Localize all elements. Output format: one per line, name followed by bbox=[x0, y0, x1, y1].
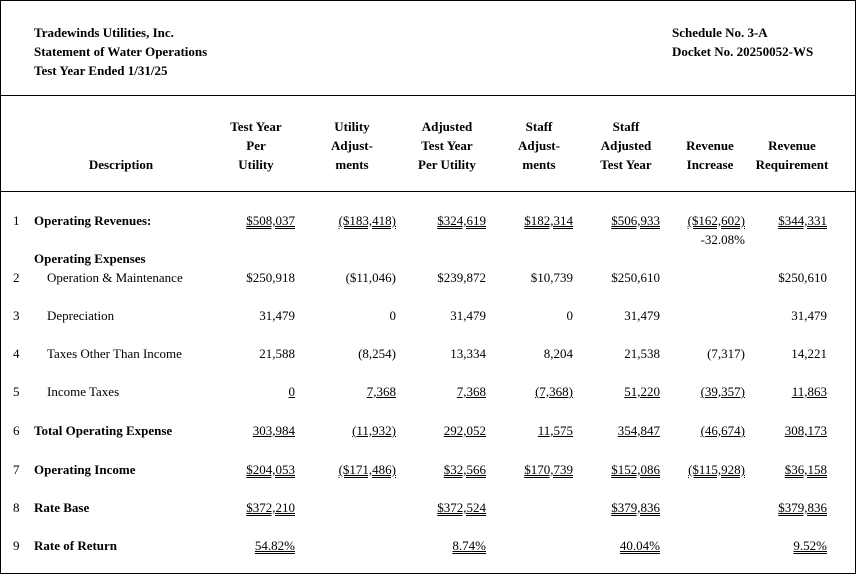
cell-revenue-increase: (46,674) bbox=[700, 423, 745, 438]
cell-revenue-increase: ($115,928) bbox=[688, 462, 745, 477]
statement-title: Statement of Water Operations bbox=[34, 44, 208, 59]
cell-revenue-increase: (39,357) bbox=[700, 384, 745, 399]
cell-staff-adjustments: $10,739 bbox=[530, 270, 573, 285]
cell-utility-adjustments: ($171,486) bbox=[338, 462, 396, 477]
cell-revenue-requirement: $36,158 bbox=[784, 462, 827, 477]
cell-utility-adjustments: ($11,046) bbox=[345, 270, 396, 285]
cell-test-year: 303,984 bbox=[252, 423, 295, 438]
row-number: 4 bbox=[13, 346, 20, 361]
col-header-adjusted-test-year: Adjusted Test Year Per Utility bbox=[418, 119, 476, 172]
cell-revenue-requirement: 308,173 bbox=[784, 423, 827, 438]
row-label: Total Operating Expense bbox=[34, 423, 173, 438]
cell-revenue-requirement: 14,221 bbox=[791, 346, 827, 361]
section-label-operating-expenses: Operating Expenses bbox=[34, 251, 146, 266]
col-header-test-year: Test Year Per Utility bbox=[230, 119, 282, 172]
cell-revenue-requirement: 31,479 bbox=[791, 308, 827, 323]
cell-staff-adjusted: 354,847 bbox=[617, 423, 660, 438]
cell-revenue-requirement: $250,610 bbox=[778, 270, 827, 285]
cell-staff-adjustments: 0 bbox=[566, 308, 573, 323]
column-header-rule bbox=[1, 191, 856, 192]
cell-test-year: 54.82% bbox=[254, 538, 295, 553]
cell-revenue-requirement: 11,863 bbox=[791, 384, 827, 399]
row-number: 5 bbox=[13, 384, 20, 399]
col-header-utility-adjustments: Utility Adjust- ments bbox=[331, 119, 373, 172]
schedule-number: Schedule No. 3-A bbox=[672, 25, 768, 40]
company-name: Tradewinds Utilities, Inc. bbox=[34, 25, 174, 40]
cell-staff-adjusted: $152,086 bbox=[611, 462, 660, 477]
cell-test-year: 0 bbox=[288, 384, 295, 399]
cell-utility-adjustments: 7,368 bbox=[366, 384, 396, 399]
cell-test-year: $250,918 bbox=[246, 270, 295, 285]
cell-staff-adjustments: (7,368) bbox=[535, 384, 573, 399]
row-label: Taxes Other Than Income bbox=[47, 346, 182, 361]
cell-staff-adjusted: 51,220 bbox=[624, 384, 660, 399]
row-number: 6 bbox=[13, 423, 20, 438]
cell-adjusted-test-year: $324,619 bbox=[437, 213, 486, 228]
row-number: 2 bbox=[13, 270, 20, 285]
cell-test-year: 21,588 bbox=[259, 346, 295, 361]
docket-number: Docket No. 20250052-WS bbox=[672, 44, 814, 59]
cell-utility-adjustments: ($183,418) bbox=[338, 213, 396, 228]
row-label: Income Taxes bbox=[47, 384, 120, 399]
cell-staff-adjustments: $182,314 bbox=[524, 213, 573, 228]
header-rule bbox=[1, 95, 856, 96]
row-number: 1 bbox=[13, 213, 20, 228]
revenue-increase-percent: -32.08% bbox=[700, 232, 745, 247]
col-header-description: Description bbox=[88, 157, 154, 172]
col-header-staff-adjusted: Staff Adjusted Test Year bbox=[600, 119, 652, 172]
cell-test-year: $204,053 bbox=[246, 462, 295, 477]
cell-adjusted-test-year: $239,872 bbox=[437, 270, 486, 285]
cell-adjusted-test-year: 8.74% bbox=[452, 538, 486, 553]
row-label: Depreciation bbox=[47, 308, 115, 323]
row-number: 9 bbox=[13, 538, 20, 553]
cell-utility-adjustments: 0 bbox=[389, 308, 396, 323]
cell-adjusted-test-year: $32,566 bbox=[443, 462, 486, 477]
row-label: Rate Base bbox=[34, 500, 90, 515]
cell-test-year: $372,210 bbox=[246, 500, 295, 515]
cell-revenue-requirement: $344,331 bbox=[778, 213, 827, 228]
cell-staff-adjusted: 21,538 bbox=[624, 346, 660, 361]
cell-revenue-increase: ($162,602) bbox=[687, 213, 745, 228]
cell-staff-adjusted: $250,610 bbox=[611, 270, 660, 285]
cell-test-year: $508,037 bbox=[246, 213, 295, 228]
cell-staff-adjustments: $170,739 bbox=[524, 462, 573, 477]
cell-adjusted-test-year: 7,368 bbox=[456, 384, 486, 399]
cell-staff-adjustments: 8,204 bbox=[543, 346, 573, 361]
row-number: 3 bbox=[13, 308, 20, 323]
row-label: Operation & Maintenance bbox=[47, 270, 183, 285]
col-header-revenue-increase: Revenue Increase bbox=[686, 138, 734, 172]
cell-adjusted-test-year: $372,524 bbox=[437, 500, 486, 515]
col-header-revenue-requirement: Revenue Requirement bbox=[755, 138, 829, 172]
cell-staff-adjusted: 40.04% bbox=[619, 538, 660, 553]
row-label: Operating Income bbox=[34, 462, 136, 477]
cell-staff-adjusted: $506,933 bbox=[611, 213, 660, 228]
cell-utility-adjustments: (11,932) bbox=[352, 423, 396, 438]
cell-staff-adjustments: 11,575 bbox=[537, 423, 573, 438]
cell-adjusted-test-year: 13,334 bbox=[450, 346, 486, 361]
cell-revenue-increase: (7,317) bbox=[707, 346, 745, 361]
cell-staff-adjusted: $379,836 bbox=[611, 500, 660, 515]
col-header-staff-adjustments: Staff Adjust- ments bbox=[518, 119, 560, 172]
cell-revenue-requirement: $379,836 bbox=[778, 500, 827, 515]
header-right bbox=[672, 23, 813, 61]
cell-staff-adjusted: 31,479 bbox=[624, 308, 660, 323]
row-label: Rate of Return bbox=[34, 538, 118, 553]
row-label: Operating Revenues: bbox=[34, 213, 152, 228]
header-left bbox=[34, 23, 207, 80]
row-number: 8 bbox=[13, 500, 20, 515]
cell-adjusted-test-year: 31,479 bbox=[450, 308, 486, 323]
cell-revenue-requirement: 9.52% bbox=[793, 538, 827, 553]
cell-utility-adjustments: (8,254) bbox=[358, 346, 396, 361]
row-number: 7 bbox=[13, 462, 20, 477]
test-year-label: Test Year Ended 1/31/25 bbox=[34, 63, 168, 78]
cell-test-year: 31,479 bbox=[259, 308, 295, 323]
cell-adjusted-test-year: 292,052 bbox=[443, 423, 486, 438]
